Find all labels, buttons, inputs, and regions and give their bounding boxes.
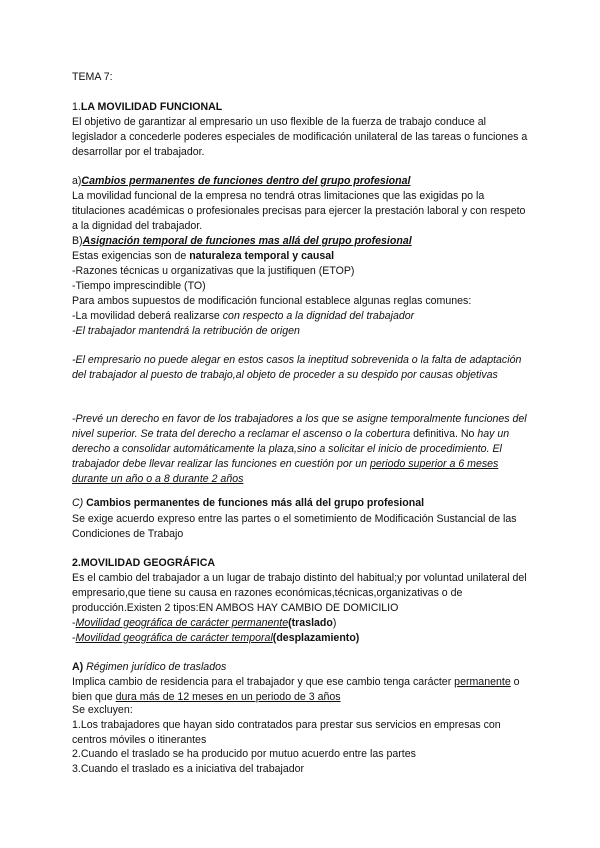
subsection-b-prefix: B): [72, 235, 83, 247]
requirements-bold: naturaleza temporal y causal: [189, 250, 335, 262]
subsection-a-prefix: a): [72, 175, 82, 187]
type-permanent: [72, 616, 532, 631]
to-item: -Tiempo imprescindible (TO): [72, 280, 206, 292]
type-temporal-bold: (desplazamiento): [272, 632, 360, 644]
section-1-intro: El objetivo de garantizar al empresario un uso flexible de la fuerza de trabajo conduce al legislador a concederle poderes especiales de modificación unilateral de las tareas o funciones a desarrollar por el trabajador.: [72, 116, 528, 158]
section-2-intro: Es el cambio del trabajador a un lugar de trabajo distinto del habitual;y por voluntad unilateral del empresario,que tiene su causa en razones económicas,técnicas,organizativas o de producción.Existen 2 tipos:EN AMBOS HAY CAMBIO DE DOMICILIO: [72, 572, 527, 614]
type-temporal: [72, 631, 532, 646]
subsection-a-text: La movilidad funcional de la empresa no tendrá otras limitaciones que las exigidas po la titulaciones académicas o profesionales precisas para ejercer la prestación laboral y con respeto a la dignidad del trabajador.: [72, 190, 526, 232]
section-1-title: LA MOVILIDAD FUNCIONAL: [80, 101, 223, 113]
subsection-2a-heading: [72, 660, 532, 675]
subsection-2a-pre: Implica cambio de residencia para el trabajador y que ese cambio tenga carácter: [72, 676, 455, 688]
subsection-2a-mid: o bien que: [72, 676, 520, 703]
common-rules-intro: Para ambos supuestos de modificación funcional establece algunas reglas comunes:: [72, 295, 472, 307]
type-permanent-bold: (traslado: [288, 617, 333, 629]
rule-promotion: [72, 412, 532, 487]
exclusion-3: 3.Cuando el traslado es a iniciativa del trabajador: [72, 763, 305, 775]
subsection-b-title: Asignación temporal de funciones mas allá del grupo profesional: [82, 235, 412, 247]
section-1-heading: [72, 100, 532, 115]
subsection-2a-permanent: permanente: [454, 676, 511, 688]
type-permanent-end: ): [332, 617, 337, 629]
subsection-c-prefix: C): [72, 497, 87, 509]
rule-dignity-italic: con respecto a la dignidad del trabajador: [222, 310, 415, 322]
subsection-c-text: Se exige acuerdo expreso entre las partes o el sometimiento de Modificación Sustancial de las Condiciones de Trabajo: [72, 513, 517, 540]
rule-retribution: -El trabajador mantendrá la retribución de origen: [72, 325, 300, 337]
subsection-b-heading: [72, 234, 532, 249]
exclusion-2: 2.Cuando el traslado se ha producido por mutuo acuerdo entre las partes: [72, 748, 416, 760]
requirements-prefix: Estas exigencias son de: [72, 250, 190, 262]
exclusion-1: 1.Los trabajadores que hayan sido contratados para prestar sus servicios en empresas con centros móviles o itinerantes: [72, 719, 501, 746]
rule-promotion-part-b: definitiva. No: [413, 428, 478, 440]
rule-ineptitude: -El empresario no puede alegar en estos casos la ineptitud sobrevenida o la falta de adaptación del trabajador al puesto de trabajo,al objeto de proceder a su despido por causas objetivas: [72, 354, 522, 381]
topic-heading: TEMA 7:: [72, 71, 113, 83]
subsection-c-heading: [72, 496, 532, 511]
rule-dignity: [72, 309, 532, 324]
subsection-2a-prefix: A): [72, 661, 87, 673]
type-permanent-dash: -: [72, 617, 76, 629]
section-1-number: 1.: [72, 101, 81, 113]
subsection-2a-title: Régimen jurídico de traslados: [86, 661, 227, 673]
subsection-a-heading: [72, 174, 532, 189]
subsection-2a-duration: dura más de 12 meses en un periodo de 3 años: [115, 691, 341, 703]
exclusions-label: Se excluyen:: [72, 704, 133, 716]
type-temporal-label: Movilidad geográfica de carácter temporal: [75, 632, 273, 644]
type-temporal-dash: -: [72, 632, 76, 644]
rule-dignity-prefix: -La movilidad deberá realizarse: [72, 310, 223, 322]
section-2-title: 2.MOVILIDAD GEOGRÁFICA: [72, 557, 216, 569]
rule-promotion-period: periodo superior a 6 meses durante un año o a 8 durante 2 años: [72, 458, 499, 485]
rule-promotion-part-c: hay un derecho a consolidar automáticamente la plaza,sino a solicitar el inicio de procedimiento. El trabajador debe llevar realizar las funciones en cuestión por un: [72, 428, 510, 470]
subsection-a-title: Cambios permanentes de funciones dentro del grupo profesional: [81, 175, 411, 187]
requirements-line: [72, 249, 532, 264]
subsection-c-title: Cambios permanentes de funciones más allá del grupo profesional: [86, 497, 425, 509]
rule-promotion-part-a: -Prevé un derecho en favor de los trabajadores a los que se asigne temporalmente funciones del nivel superior. Se trata del derecho a reclamar el ascenso o la cobertura: [72, 413, 527, 440]
subsection-2a-text: [72, 675, 532, 705]
type-permanent-label: Movilidad geográfica de carácter permanente: [75, 617, 289, 629]
etop-item: -Razones técnicas u organizativas que la justifiquen (ETOP): [72, 265, 355, 277]
